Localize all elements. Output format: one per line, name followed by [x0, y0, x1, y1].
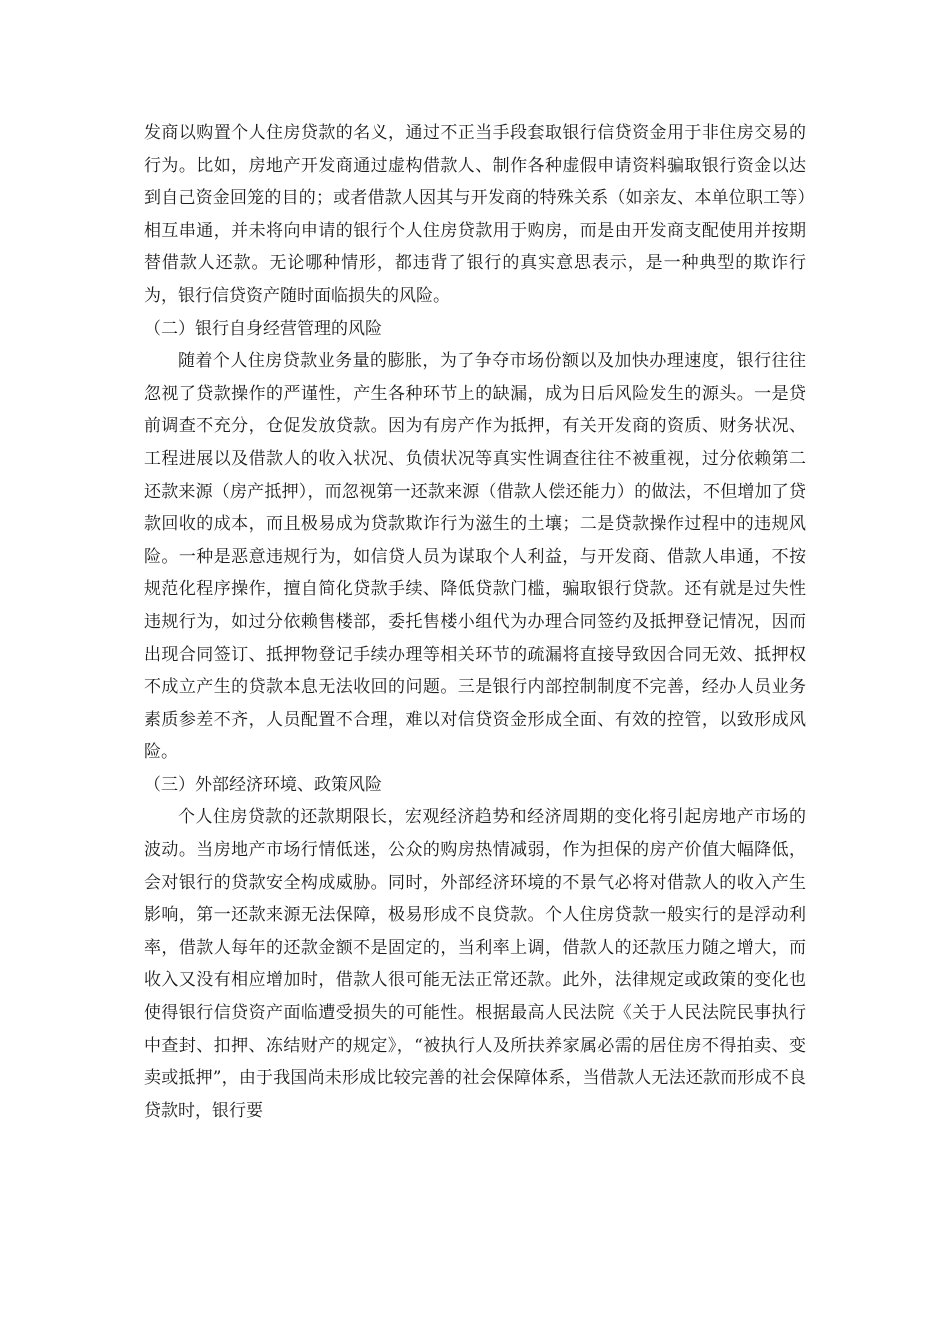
paragraph-external-policy-risk: 个人住房贷款的还款期限长，宏观经济趋势和经济周期的变化将引起房地产市场的波动。当房地产市场行情低迷，公众的购房热情减弱，作为担保的房产价值大幅降低，会对银行的贷款安全构成威胁。同时，外部经济环境的不景气必将对借款人的收入产生影响，第一还款来源无法保障，极易形成不良贷款。个人住房贷款一般实行的是浮动利率，借款人每年的还款金额不是固定的，当利率上调，借款人的还款压力随之增大，而收入又没有相应增加时，借款人很可能无法正常还款。此外，法律规定或政策的变化也使得银行信贷资产面临遭受损失的可能性。根据最高人民法院《关于人民法院民事执行中查封、扣押、冻结财产的规定》，“被执行人及所扶养家属必需的居住房不得拍卖、变卖或抵押”，由于我国尚未形成比较完善的社会保障体系，当借款人无法还款而形成不良贷款时，银行要 [144, 807, 806, 1121]
section-heading-bank-management-risk: （二）银行自身经营管理的风险 [144, 318, 382, 339]
document-page [144, 117, 806, 1127]
section-heading-external-policy-risk: （三）外部经济环境、政策风险 [144, 774, 382, 795]
paragraph-continuation: 发商以购置个人住房贷款的名义，通过不正当手段套取银行信贷资金用于非住房交易的行为。比如，房地产开发商通过虚构借款人、制作各种虚假申请资料骗取银行资金以达到自己资金回笼的目的；或者借款人因其与开发商的特殊关系（如亲友、本单位职工等）相互串通，并未将向申请的银行个人住房贷款用于购房，而是由开发商支配使用并按期替借款人还款。无论哪种情形，都违背了银行的真实意思表示，是一种典型的欺诈行为，银行信贷资产随时面临损失的风险。 [144, 123, 806, 306]
paragraph-bank-management-risk: 随着个人住房贷款业务量的膨胀，为了争夺市场份额以及加快办理速度，银行往往忽视了贷款操作的严谨性，产生各种环节上的缺漏，成为日后风险发生的源头。一是贷前调查不充分，仓促发放贷款。因为有房产作为抵押，有关开发商的资质、财务状况、工程进展以及借款人的收入状况、负债状况等真实性调查往往不被重视，过分依赖第二还款来源（房产抵押），而忽视第一还款来源（借款人偿还能力）的做法，不但增加了贷款回收的成本，而且极易成为贷款欺诈行为滋生的土壤；二是贷款操作过程中的违规风险。一种是恶意违规行为，如信贷人员为谋取个人利益，与开发商、借款人串通，不按规范化程序操作，擅自简化贷款手续、降低贷款门槛，骗取银行贷款。还有就是过失性违规行为，如过分依赖售楼部，委托售楼小组代为办理合同签约及抵押登记情况，因而出现合同签订、抵押物登记手续办理等相关环节的疏漏将直接导致因合同无效、抵押权不成立产生的贷款本息无法收回的问题。三是银行内部控制制度不完善，经办人员业务素质参差不齐，人员配置不合理，难以对信贷资金形成全面、有效的控管，以致形成风险。 [144, 351, 806, 763]
